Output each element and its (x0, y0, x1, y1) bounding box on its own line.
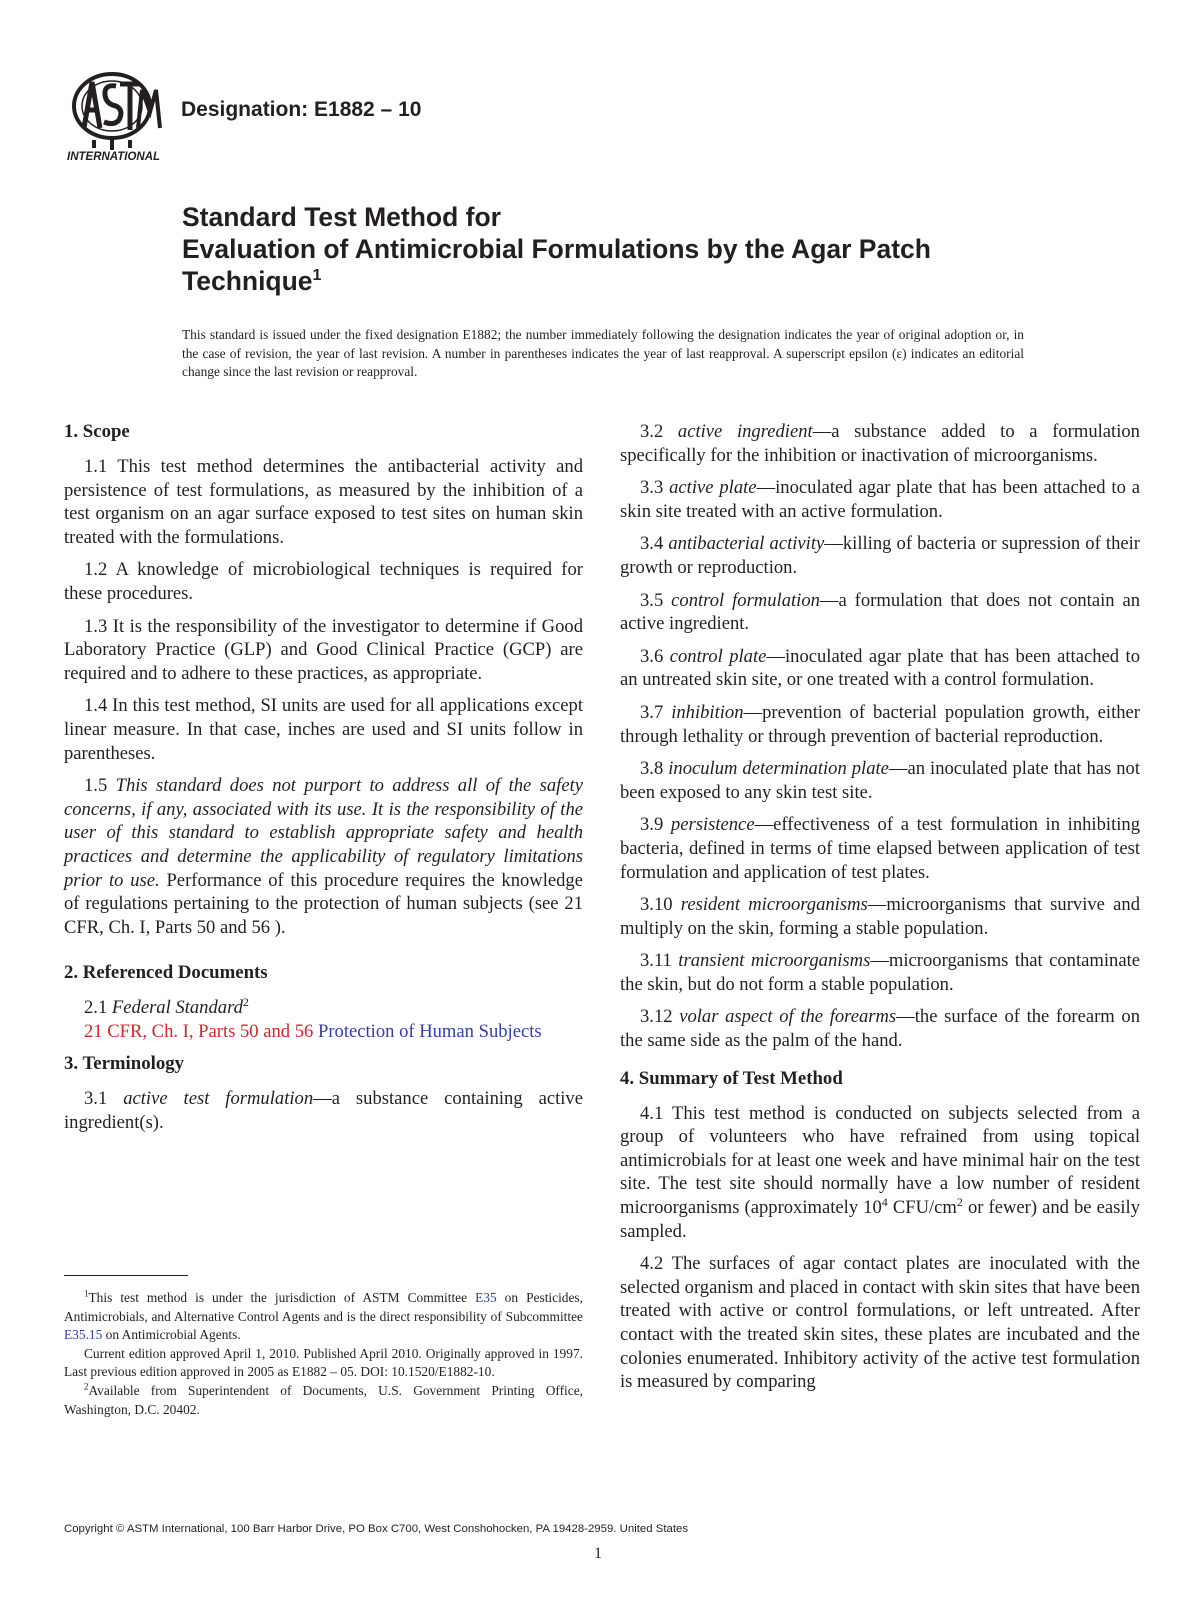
footnote-text: on Antimicrobial Agents. (102, 1327, 241, 1343)
reference-cfr (64, 1020, 583, 1044)
title-word: Technique (182, 266, 313, 296)
term-3-9 (620, 813, 1140, 884)
title-line-3 (182, 265, 1102, 297)
term-definition: —a substance containing active ingredient(s). (64, 1088, 583, 1134)
superscript-exponent: 4 (881, 1194, 888, 1209)
term-3-7 (620, 701, 1140, 748)
copyright-notice: Copyright © ASTM International, 100 Barr Harbor Drive, PO Box C700, West Conshohocken, PA 19428-2959. United States (64, 1523, 689, 1535)
committee-link[interactable]: E35 (475, 1290, 497, 1305)
paragraph-number: 3.11 (640, 950, 672, 972)
subcommittee-link[interactable]: E35.15 (64, 1327, 103, 1343)
term-3-5 (620, 589, 1140, 636)
paragraph-number: 3.12 (640, 1006, 673, 1028)
terminology-heading: 3. Terminology (64, 1053, 185, 1075)
term-3-1 (64, 1087, 583, 1134)
term: persistence (670, 814, 755, 836)
term: transient microorganisms (678, 950, 871, 972)
designation: Designation: E1882 – 10 (181, 98, 422, 121)
page-number: 1 (594, 1545, 602, 1562)
footnote-text: This test method is under the jurisdiction of ASTM Committee (88, 1290, 476, 1305)
term: inhibition (671, 701, 744, 723)
astm-logo (64, 68, 170, 164)
paragraph-number: 3.9 (640, 814, 664, 836)
left-column (64, 420, 583, 1144)
reference-title-link[interactable]: Protection of Human Subjects (318, 1020, 542, 1042)
term-3-6 (620, 645, 1140, 692)
right-column (620, 420, 1140, 1403)
term-3-10 (620, 893, 1140, 940)
term: active test formulation (123, 1088, 314, 1110)
footnote-1-edition: Current edition approved April 1, 2010. Published April 2010. Originally approved in 1997. Last previous edition approved in 2005 as E1882 – 05. DOI: 10.1520/E1882-10. (64, 1345, 583, 1380)
paragraph-4-2: 4.2 The surfaces of agar contact plates are inoculated with the selected organism and placed in contact with skin sites that have been treated with active or control formulations, or left untreated. After contact with the treated skin sites, these plates are incubated and the colonies enumerated. Inhibitory activity of the active test formulation is measured by comparing (620, 1253, 1140, 1393)
term-3-12 (620, 1005, 1140, 1052)
footnotes (64, 1289, 583, 1419)
term-definition: —effectiveness of a test formulation in inhibiting bacteria, defined in terms of time elapsed between application of test formulation and application of test plates. (620, 814, 1140, 883)
footnote-rule (64, 1275, 188, 1276)
term-definition: —inoculated agar plate that has been attached to a skin site treated with an active formulation. (620, 477, 1140, 522)
paragraph-text: 4.1 This test method is conducted on subjects selected from a group of volunteers who have refrained from using topical antimicrobials for at least one week and have minimal hair on the test site. The test site should normally have a low number of resident microorganisms (approximately 10 (620, 1102, 1140, 1219)
superscript-exponent: 2 (956, 1194, 963, 1209)
paragraph-number: 3.7 (640, 701, 664, 723)
paragraph-number: 3.1 (84, 1088, 108, 1110)
paragraph-1-3: 1.3 It is the responsibility of the investigator to determine if Good Laboratory Practice (GLP) and Good Clinical Practice (GCP) are required and to adhere to these practices, as appropriate. (64, 615, 583, 684)
federal-standard-label: Federal Standard (111, 997, 243, 1019)
scope-heading: 1. Scope (64, 421, 130, 442)
document-title (182, 201, 1102, 297)
term-definition: —an inoculated plate that has not been exposed to any skin test site. (620, 758, 1141, 803)
paragraph-number: 3.8 (640, 758, 664, 780)
paragraph-text: or fewer) and be easily sampled. (620, 1197, 1140, 1242)
term-definition: —a substance added to a formulation specifically for the inhibition or inactivation of microorganisms. (620, 421, 1140, 466)
term: volar aspect of the forearms (679, 1006, 897, 1028)
paragraph-number: 3.6 (640, 645, 664, 667)
paragraph-number: 1.5 (84, 775, 108, 797)
footnote-mark: 1 (84, 1288, 89, 1299)
paragraph-2-1 (64, 996, 583, 1020)
term: inoculum determination plate (668, 758, 889, 780)
paragraph-1-5 (64, 774, 583, 939)
paragraph-number: 2.1 (84, 997, 108, 1019)
term: resident microorganisms (680, 894, 868, 916)
term: active ingredient (677, 421, 813, 442)
paragraph-number: 3.4 (640, 533, 664, 555)
paragraph-1-1: 1.1 This test method determines the antibacterial activity and persistence of test formulations, as measured by the inhibition of a test organism on an agar surface exposed to test sites on human skin treated with the formulations. (64, 456, 583, 548)
term-3-4 (620, 532, 1140, 579)
term: antibacterial activity (668, 533, 825, 555)
footnote-mark: 2 (84, 1381, 89, 1392)
safety-statement: This standard does not purport to address all of the safety concerns, if any, associated with its use. It is the responsibility of the user of this standard to establish appropriate safety and health practices and determine the applicability of regulatory limitations prior to use. (64, 775, 583, 891)
term: active plate (669, 477, 757, 499)
title-footnote-mark[interactable]: 1 (312, 267, 322, 285)
paragraph-number: 3.3 (640, 477, 664, 499)
term-definition: —prevention of bacterial population growth, either through lethality or through prevention of bacterial reproduction. (620, 701, 1140, 747)
paragraph-text: CFU/cm (887, 1197, 957, 1219)
footnote-mark-2[interactable]: 2 (242, 995, 249, 1010)
paragraph-text: Performance of this procedure requires the knowledge of regulations pertaining to the protection of human subjects (see 21 CFR, Ch. I, Parts 50 and 56 ). (64, 869, 583, 938)
term-definition: —inoculated agar plate that has been attached to an untreated skin site, or one treated with a control formulation. (620, 645, 1140, 691)
footnote-2 (64, 1382, 583, 1419)
footnote-1 (64, 1289, 583, 1345)
paragraph-number: 3.5 (640, 589, 664, 611)
term: control plate (669, 645, 767, 667)
term-definition: —a formulation that does not contain an active ingredient. (620, 589, 1141, 635)
term-3-8 (620, 757, 1140, 804)
footnote-text: Available from Superintendent of Documents, U.S. Government Printing Office, Washington, D.C. 20402. (64, 1382, 583, 1417)
term: control formulation (671, 589, 820, 611)
footnote-text: on Pesticides, Antimicrobials, and Alternative Control Agents and is the direct responsibility of Subcommittee (64, 1290, 583, 1324)
summary-heading: 4. Summary of Test Method (620, 1067, 843, 1089)
logo-text: INTERNATIONAL (67, 151, 161, 163)
paragraph-1-2: 1.2 A knowledge of microbiological techniques is required for these procedures. (64, 559, 583, 604)
term-3-3 (620, 476, 1140, 523)
reference-cfr-link[interactable]: 21 CFR, Ch. I, Parts 50 and 56 (84, 1020, 314, 1042)
paragraph-1-4: 1.4 In this test method, SI units are used for all applications except linear measure. In that case, inches are used and SI units follow in parentheses. (64, 695, 583, 764)
paragraph-number: 3.2 (640, 421, 664, 442)
title-line-1: Standard Test Method for (182, 202, 501, 232)
term-definition: —microorganisms that survive and multiply on the skin, forming a stable population. (620, 894, 1140, 939)
astm-logo-mark (64, 68, 170, 164)
term-definition: —killing of bacteria or supression of their growth or reproduction. (620, 533, 1140, 578)
paragraph-4-1 (620, 1102, 1140, 1244)
term-definition: —the surface of the forearm on the same side as the palm of the hand. (620, 1006, 1141, 1052)
term-3-11 (620, 949, 1140, 996)
term-definition: —microorganisms that contaminate the skin, but do not form a stable population. (620, 950, 1140, 995)
referenced-documents-heading: 2. Referenced Documents (64, 962, 268, 984)
paragraph-number: 3.10 (640, 894, 673, 916)
term-3-2 (620, 420, 1140, 467)
standard-notice: This standard is issued under the fixed designation E1882; the number immediately following the designation indicates the year of original adoption or, in the case of revision, the year of last revision. A number in parentheses indicates the year of last reapproval. A superscript epsilon (ε) indicates an editorial change since the last revision or reapproval. (182, 327, 1024, 380)
title-line-2: Evaluation of Antimicrobial Formulations by the Agar Patch (182, 234, 931, 264)
